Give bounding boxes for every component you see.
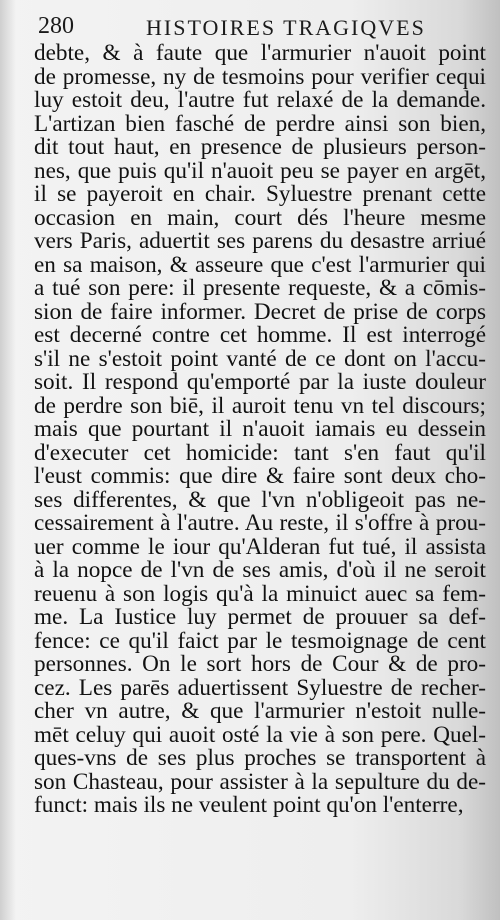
text-line: à la nopce de l'vn de ses amis, d'où il ne seroit [34, 559, 486, 583]
text-line: il se payeroit en chair. Syluestre prenant cette [34, 183, 486, 207]
body-text [34, 42, 486, 900]
text-line: l'eust commis: que dire & faire sont deux cho- [34, 465, 486, 489]
text-line: L'artizan bien fasché de perdre ainsi son bien, [34, 112, 486, 136]
text-line: s'il ne s'estoit point vanté de ce dont on l'accu- [34, 347, 486, 371]
text-line: d'executer cet homicide: tant s'en faut qu'il [34, 441, 486, 465]
text-line: ques-vns de ses plus proches se transportent à [34, 747, 486, 771]
text-line: vers Paris, aduertit ses parens du desastre arriué [34, 230, 486, 254]
text-line: uer comme le iour qu'Alderan fut tué, il assista [34, 535, 486, 559]
text-line: de perdre son biē, il auroit tenu vn tel discours; [34, 394, 486, 418]
text-line: son Chasteau, pour assister à la sepulture du de- [34, 770, 486, 794]
text-line: reuenu à son logis qu'à la minuict auec sa fem- [34, 582, 486, 606]
text-line: a tué son pere: il presente requeste, & a cōmis- [34, 277, 486, 301]
text-line: est decerné contre cet homme. Il est interrogé [34, 324, 486, 348]
text-line: cez. Les parēs aduertissent Syluestre de recher- [34, 676, 486, 700]
text-line: soit. Il respond qu'emporté par la iuste douleur [34, 371, 486, 395]
page-number: 280 [38, 13, 74, 39]
text-line: cessairement à l'autre. Au reste, il s'offre à prou- [34, 512, 486, 536]
text-line: fence: ce qu'il faict par le tesmoignage de cent [34, 629, 486, 653]
text-line: luy estoit deu, l'autre fut relaxé de la demande. [34, 89, 486, 113]
page-header [38, 10, 484, 42]
text-line: cher vn autre, & que l'armurier n'estoit nulle- [34, 700, 486, 724]
text-line: funct: mais ils ne veulent point qu'on l'enterre, [34, 794, 464, 818]
page-gutter-shadow [0, 0, 16, 920]
text-line: mēt celuy qui auoit osté la vie à son pere. Quel- [34, 723, 486, 747]
text-line: ses differentes, & que l'vn n'obligeoit pas ne- [34, 488, 486, 512]
text-line: nes, que puis qu'il n'auoit peu se payer en argēt, [34, 159, 486, 183]
text-line: me. La Iustice luy permet de prouuer sa def- [34, 606, 486, 630]
text-line: en sa maison, & asseure que c'est l'armurier qui [34, 253, 486, 277]
text-line: occasion en main, court dés l'heure mesme [34, 206, 486, 230]
text-line: mais que pourtant il n'auoit iamais eu dessein [34, 418, 486, 442]
text-line: de promesse, ny de tesmoins pour verifier cequi [34, 65, 486, 89]
text-line: sion de faire informer. Decret de prise de corps [34, 300, 486, 324]
running-title: HISTOIRES TRAGIQVES [146, 15, 426, 40]
text-line: debte, & à faute que l'armurier n'auoit point [34, 42, 486, 66]
text-line: personnes. On le sort hors de Cour & de pro- [34, 653, 486, 677]
text-line: dit tout haut, en presence de plusieurs person- [34, 136, 486, 160]
